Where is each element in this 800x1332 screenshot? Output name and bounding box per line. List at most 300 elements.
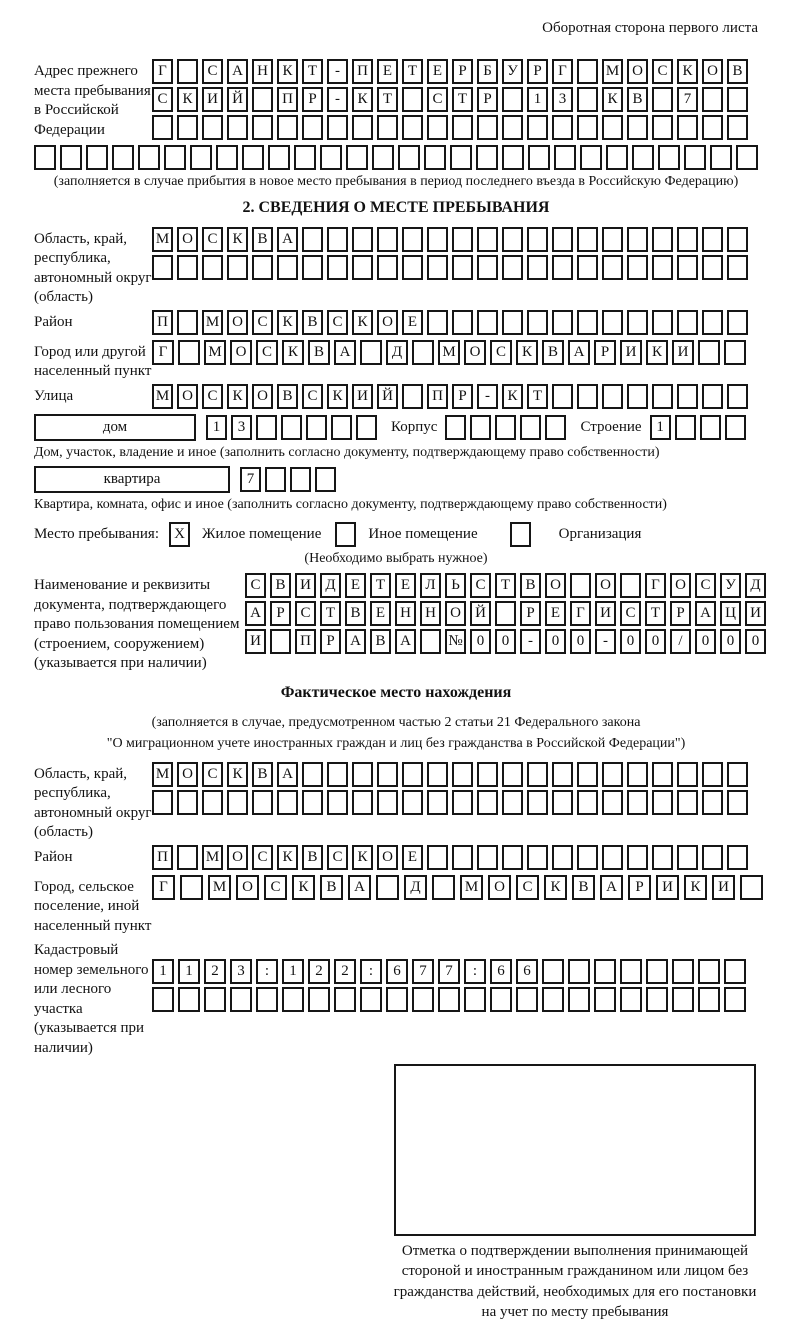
char-box[interactable]: И <box>745 601 766 626</box>
char-box[interactable]: О <box>702 59 723 84</box>
char-box[interactable] <box>554 145 576 170</box>
char-box[interactable]: Р <box>628 875 651 900</box>
char-box[interactable]: С <box>327 845 348 870</box>
char-box[interactable]: Г <box>645 573 666 598</box>
char-box[interactable] <box>335 522 356 547</box>
char-box[interactable]: 7 <box>438 959 460 984</box>
char-box[interactable] <box>346 145 368 170</box>
char-box[interactable]: К <box>277 845 298 870</box>
korpus-boxes[interactable] <box>445 415 570 440</box>
char-box[interactable]: В <box>252 762 273 787</box>
char-box[interactable]: - <box>520 629 541 654</box>
char-box[interactable]: 3 <box>552 87 573 112</box>
char-box[interactable] <box>152 987 174 1012</box>
char-box[interactable]: М <box>204 340 226 365</box>
char-box[interactable]: И <box>295 573 316 598</box>
char-box[interactable] <box>242 145 264 170</box>
char-box[interactable]: О <box>252 384 273 409</box>
char-box[interactable]: С <box>245 573 266 598</box>
char-box[interactable] <box>568 959 590 984</box>
char-box[interactable]: 0 <box>645 629 666 654</box>
char-box[interactable]: И <box>672 340 694 365</box>
char-box[interactable]: М <box>152 227 173 252</box>
char-box[interactable]: И <box>202 87 223 112</box>
char-box[interactable] <box>627 227 648 252</box>
prev-address-row-2[interactable] <box>152 87 752 112</box>
char-box[interactable]: 7 <box>677 87 698 112</box>
char-box[interactable]: О <box>595 573 616 598</box>
char-box[interactable] <box>700 415 721 440</box>
char-box[interactable] <box>464 987 486 1012</box>
char-box[interactable] <box>477 790 498 815</box>
char-box[interactable] <box>320 145 342 170</box>
char-box[interactable]: 0 <box>720 629 741 654</box>
char-box[interactable]: И <box>595 601 616 626</box>
char-box[interactable] <box>402 227 423 252</box>
char-box[interactable] <box>652 845 673 870</box>
char-box[interactable] <box>527 115 548 140</box>
char-box[interactable]: К <box>646 340 668 365</box>
char-box[interactable] <box>177 255 198 280</box>
char-box[interactable]: Е <box>402 845 423 870</box>
char-box[interactable] <box>702 255 723 280</box>
char-box[interactable] <box>252 115 273 140</box>
char-box[interactable]: К <box>516 340 538 365</box>
char-box[interactable]: 0 <box>695 629 716 654</box>
char-box[interactable]: В <box>345 601 366 626</box>
char-box[interactable]: А <box>277 762 298 787</box>
char-box[interactable] <box>427 310 448 335</box>
char-box[interactable] <box>495 601 516 626</box>
char-box[interactable] <box>552 762 573 787</box>
char-box[interactable]: И <box>352 384 373 409</box>
char-box[interactable] <box>627 845 648 870</box>
char-box[interactable]: У <box>720 573 741 598</box>
char-box[interactable]: С <box>470 573 491 598</box>
char-box[interactable] <box>178 340 200 365</box>
char-box[interactable]: Г <box>152 875 175 900</box>
char-box[interactable]: В <box>277 384 298 409</box>
char-box[interactable] <box>427 255 448 280</box>
char-box[interactable] <box>495 415 516 440</box>
char-box[interactable]: О <box>377 310 398 335</box>
char-box[interactable]: К <box>602 87 623 112</box>
char-box[interactable] <box>702 384 723 409</box>
oblast-row-1[interactable] <box>152 227 752 252</box>
char-box[interactable] <box>602 845 623 870</box>
char-box[interactable] <box>277 115 298 140</box>
char-box[interactable] <box>620 987 642 1012</box>
char-box[interactable] <box>727 115 748 140</box>
char-box[interactable] <box>327 255 348 280</box>
char-box[interactable] <box>577 762 598 787</box>
char-box[interactable]: К <box>352 845 373 870</box>
char-box[interactable]: К <box>227 227 248 252</box>
char-box[interactable] <box>477 310 498 335</box>
char-box[interactable]: Р <box>302 87 323 112</box>
mesto-inoe-checkbox[interactable] <box>335 522 360 547</box>
char-box[interactable] <box>527 255 548 280</box>
char-box[interactable] <box>377 762 398 787</box>
actual-raion-row[interactable] <box>152 845 752 870</box>
char-box[interactable]: С <box>256 340 278 365</box>
char-box[interactable] <box>177 310 198 335</box>
char-box[interactable]: 3 <box>230 959 252 984</box>
char-box[interactable] <box>252 87 273 112</box>
char-box[interactable] <box>227 255 248 280</box>
char-box[interactable]: Л <box>420 573 441 598</box>
char-box[interactable] <box>352 790 373 815</box>
char-box[interactable] <box>327 762 348 787</box>
char-box[interactable]: № <box>445 629 466 654</box>
char-box[interactable] <box>270 629 291 654</box>
char-box[interactable] <box>672 987 694 1012</box>
char-box[interactable] <box>652 115 673 140</box>
char-box[interactable] <box>302 227 323 252</box>
char-box[interactable] <box>477 255 498 280</box>
char-box[interactable] <box>552 310 573 335</box>
char-box[interactable]: М <box>602 59 623 84</box>
char-box[interactable]: В <box>370 629 391 654</box>
char-box[interactable]: Е <box>377 59 398 84</box>
char-box[interactable] <box>377 227 398 252</box>
char-box[interactable] <box>602 790 623 815</box>
actual-oblast-row-1[interactable] <box>152 762 752 787</box>
char-box[interactable]: О <box>670 573 691 598</box>
char-box[interactable] <box>282 987 304 1012</box>
char-box[interactable] <box>677 845 698 870</box>
char-box[interactable]: Н <box>395 601 416 626</box>
char-box[interactable] <box>452 115 473 140</box>
char-box[interactable] <box>477 762 498 787</box>
char-box[interactable] <box>398 145 420 170</box>
char-box[interactable] <box>502 115 523 140</box>
char-box[interactable] <box>552 384 573 409</box>
char-box[interactable] <box>152 255 173 280</box>
char-box[interactable]: В <box>320 875 343 900</box>
char-box[interactable]: С <box>516 875 539 900</box>
char-box[interactable] <box>698 987 720 1012</box>
char-box[interactable]: К <box>292 875 315 900</box>
char-box[interactable] <box>502 762 523 787</box>
char-box[interactable] <box>202 115 223 140</box>
char-box[interactable] <box>646 987 668 1012</box>
char-box[interactable]: С <box>202 227 223 252</box>
char-box[interactable] <box>675 415 696 440</box>
char-box[interactable]: 6 <box>386 959 408 984</box>
dom-number-boxes[interactable] <box>206 415 381 440</box>
char-box[interactable] <box>542 987 564 1012</box>
char-box[interactable]: К <box>544 875 567 900</box>
char-box[interactable]: 0 <box>570 629 591 654</box>
char-box[interactable] <box>545 415 566 440</box>
char-box[interactable] <box>152 115 173 140</box>
char-box[interactable]: 3 <box>231 415 252 440</box>
char-box[interactable] <box>277 790 298 815</box>
mesto-org-checkbox[interactable] <box>510 522 535 547</box>
char-box[interactable]: О <box>227 310 248 335</box>
char-box[interactable]: : <box>256 959 278 984</box>
char-box[interactable]: 2 <box>334 959 356 984</box>
raion-row[interactable] <box>152 310 752 335</box>
char-box[interactable] <box>527 762 548 787</box>
char-box[interactable] <box>402 255 423 280</box>
char-box[interactable]: Г <box>152 340 174 365</box>
char-box[interactable] <box>427 762 448 787</box>
char-box[interactable]: С <box>327 310 348 335</box>
char-box[interactable]: 1 <box>206 415 227 440</box>
char-box[interactable] <box>308 987 330 1012</box>
char-box[interactable] <box>178 987 200 1012</box>
char-box[interactable]: 0 <box>620 629 641 654</box>
char-box[interactable] <box>698 959 720 984</box>
char-box[interactable]: К <box>677 59 698 84</box>
char-box[interactable] <box>577 87 598 112</box>
char-box[interactable] <box>594 987 616 1012</box>
char-box[interactable] <box>502 845 523 870</box>
char-box[interactable]: - <box>327 87 348 112</box>
char-box[interactable] <box>470 415 491 440</box>
char-box[interactable] <box>452 790 473 815</box>
char-box[interactable]: С <box>252 845 273 870</box>
char-box[interactable]: Й <box>227 87 248 112</box>
char-box[interactable] <box>652 762 673 787</box>
char-box[interactable] <box>476 145 498 170</box>
char-box[interactable]: - <box>477 384 498 409</box>
char-box[interactable] <box>352 255 373 280</box>
char-box[interactable]: Т <box>452 87 473 112</box>
char-box[interactable] <box>477 227 498 252</box>
char-box[interactable]: Н <box>252 59 273 84</box>
char-box[interactable]: О <box>445 601 466 626</box>
char-box[interactable] <box>490 987 512 1012</box>
char-box[interactable]: А <box>568 340 590 365</box>
prev-address-row-3[interactable] <box>152 115 752 140</box>
char-box[interactable] <box>736 145 758 170</box>
char-box[interactable] <box>352 227 373 252</box>
char-box[interactable] <box>177 115 198 140</box>
char-box[interactable]: С <box>264 875 287 900</box>
char-box[interactable]: М <box>460 875 483 900</box>
char-box[interactable]: В <box>252 227 273 252</box>
char-box[interactable]: В <box>727 59 748 84</box>
char-box[interactable]: А <box>345 629 366 654</box>
char-box[interactable] <box>452 227 473 252</box>
char-box[interactable]: Р <box>452 384 473 409</box>
char-box[interactable] <box>520 415 541 440</box>
char-box[interactable] <box>702 115 723 140</box>
char-box[interactable] <box>724 340 746 365</box>
char-box[interactable] <box>577 115 598 140</box>
char-box[interactable] <box>202 790 223 815</box>
char-box[interactable] <box>542 959 564 984</box>
char-box[interactable]: Р <box>477 87 498 112</box>
char-box[interactable] <box>568 987 590 1012</box>
char-box[interactable]: 1 <box>282 959 304 984</box>
char-box[interactable]: М <box>202 845 223 870</box>
char-box[interactable]: X <box>169 522 190 547</box>
char-box[interactable] <box>677 227 698 252</box>
char-box[interactable]: П <box>427 384 448 409</box>
char-box[interactable] <box>190 145 212 170</box>
char-box[interactable] <box>702 310 723 335</box>
char-box[interactable]: 6 <box>516 959 538 984</box>
char-box[interactable]: - <box>595 629 616 654</box>
kvartira-number-boxes[interactable] <box>240 467 340 492</box>
char-box[interactable] <box>602 115 623 140</box>
char-box[interactable]: К <box>282 340 304 365</box>
char-box[interactable] <box>702 790 723 815</box>
char-box[interactable] <box>327 790 348 815</box>
char-box[interactable] <box>327 115 348 140</box>
char-box[interactable] <box>580 145 602 170</box>
char-box[interactable] <box>216 145 238 170</box>
char-box[interactable]: К <box>227 384 248 409</box>
char-box[interactable] <box>702 762 723 787</box>
char-box[interactable]: Е <box>345 573 366 598</box>
char-box[interactable] <box>502 145 524 170</box>
char-box[interactable] <box>360 987 382 1012</box>
char-box[interactable] <box>180 875 203 900</box>
char-box[interactable] <box>256 987 278 1012</box>
char-box[interactable]: А <box>695 601 716 626</box>
char-box[interactable] <box>252 255 273 280</box>
char-box[interactable] <box>606 145 628 170</box>
char-box[interactable]: : <box>464 959 486 984</box>
char-box[interactable] <box>527 790 548 815</box>
char-box[interactable] <box>627 790 648 815</box>
stroenie-boxes[interactable] <box>650 415 750 440</box>
char-box[interactable]: И <box>656 875 679 900</box>
char-box[interactable] <box>177 59 198 84</box>
char-box[interactable]: Т <box>645 601 666 626</box>
char-box[interactable]: Т <box>402 59 423 84</box>
char-box[interactable] <box>627 115 648 140</box>
char-box[interactable] <box>727 310 748 335</box>
char-box[interactable] <box>677 255 698 280</box>
char-box[interactable]: Д <box>386 340 408 365</box>
char-box[interactable] <box>402 384 423 409</box>
char-box[interactable]: М <box>152 384 173 409</box>
char-box[interactable] <box>427 845 448 870</box>
char-box[interactable]: В <box>270 573 291 598</box>
char-box[interactable] <box>602 384 623 409</box>
char-box[interactable] <box>402 762 423 787</box>
char-box[interactable] <box>386 987 408 1012</box>
char-box[interactable]: П <box>152 310 173 335</box>
char-box[interactable] <box>177 790 198 815</box>
char-box[interactable] <box>34 145 56 170</box>
char-box[interactable] <box>294 145 316 170</box>
char-box[interactable] <box>377 255 398 280</box>
char-box[interactable] <box>646 959 668 984</box>
char-box[interactable] <box>412 987 434 1012</box>
char-box[interactable]: Г <box>552 59 573 84</box>
char-box[interactable]: Р <box>452 59 473 84</box>
char-box[interactable]: С <box>202 59 223 84</box>
char-box[interactable] <box>652 310 673 335</box>
char-box[interactable]: О <box>488 875 511 900</box>
char-box[interactable]: А <box>348 875 371 900</box>
char-box[interactable]: Т <box>527 384 548 409</box>
char-box[interactable] <box>138 145 160 170</box>
gorod-row[interactable] <box>152 340 750 365</box>
char-box[interactable] <box>577 790 598 815</box>
char-box[interactable]: В <box>627 87 648 112</box>
char-box[interactable] <box>302 115 323 140</box>
char-box[interactable] <box>620 959 642 984</box>
char-box[interactable] <box>677 762 698 787</box>
char-box[interactable] <box>527 310 548 335</box>
char-box[interactable] <box>658 145 680 170</box>
char-box[interactable] <box>306 415 327 440</box>
char-box[interactable]: И <box>712 875 735 900</box>
char-box[interactable]: В <box>542 340 564 365</box>
char-box[interactable]: С <box>695 573 716 598</box>
char-box[interactable]: Е <box>370 601 391 626</box>
char-box[interactable] <box>677 310 698 335</box>
char-box[interactable]: С <box>302 384 323 409</box>
char-box[interactable]: Т <box>370 573 391 598</box>
char-box[interactable] <box>552 227 573 252</box>
char-box[interactable] <box>740 875 763 900</box>
char-box[interactable] <box>450 145 472 170</box>
char-box[interactable]: Д <box>745 573 766 598</box>
char-box[interactable] <box>445 415 466 440</box>
char-box[interactable]: П <box>352 59 373 84</box>
char-box[interactable] <box>702 87 723 112</box>
char-box[interactable] <box>112 145 134 170</box>
char-box[interactable] <box>502 790 523 815</box>
char-box[interactable]: Т <box>495 573 516 598</box>
char-box[interactable]: Й <box>377 384 398 409</box>
char-box[interactable] <box>677 790 698 815</box>
char-box[interactable]: В <box>520 573 541 598</box>
char-box[interactable]: 1 <box>650 415 671 440</box>
char-box[interactable] <box>652 384 673 409</box>
char-box[interactable] <box>727 762 748 787</box>
char-box[interactable] <box>627 762 648 787</box>
char-box[interactable] <box>360 340 382 365</box>
char-box[interactable]: Е <box>402 310 423 335</box>
char-box[interactable]: 7 <box>240 467 261 492</box>
char-box[interactable] <box>230 987 252 1012</box>
prev-address-row-1[interactable] <box>152 59 752 84</box>
char-box[interactable] <box>627 255 648 280</box>
char-box[interactable] <box>502 255 523 280</box>
char-box[interactable] <box>602 310 623 335</box>
actual-gorod-row[interactable] <box>152 875 768 900</box>
char-box[interactable] <box>727 790 748 815</box>
char-box[interactable]: П <box>152 845 173 870</box>
char-box[interactable]: С <box>202 384 223 409</box>
char-box[interactable] <box>502 310 523 335</box>
char-box[interactable]: А <box>600 875 623 900</box>
char-box[interactable] <box>632 145 654 170</box>
char-box[interactable] <box>702 227 723 252</box>
char-box[interactable] <box>227 790 248 815</box>
char-box[interactable] <box>684 145 706 170</box>
char-box[interactable]: С <box>202 762 223 787</box>
char-box[interactable] <box>60 145 82 170</box>
char-box[interactable]: 0 <box>745 629 766 654</box>
char-box[interactable]: П <box>295 629 316 654</box>
char-box[interactable]: Г <box>152 59 173 84</box>
char-box[interactable]: Ц <box>720 601 741 626</box>
char-box[interactable]: К <box>177 87 198 112</box>
char-box[interactable]: О <box>177 227 198 252</box>
char-box[interactable]: 2 <box>308 959 330 984</box>
